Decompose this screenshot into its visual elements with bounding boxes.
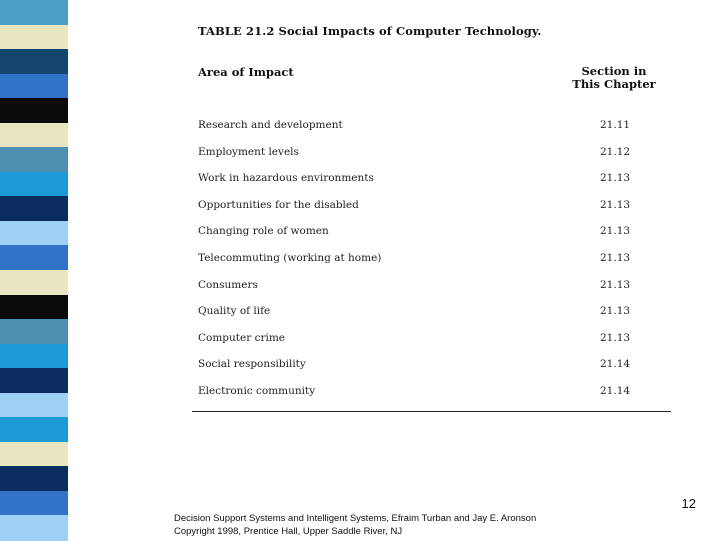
impact-area: Employment levels	[198, 145, 299, 158]
section-number: 21.13	[600, 305, 631, 318]
stripe-band	[0, 172, 68, 198]
table-row	[198, 252, 638, 268]
table-row	[198, 279, 638, 295]
section-number: 21.13	[600, 198, 631, 211]
impact-area: Research and development	[198, 119, 343, 131]
impact-area: Social responsibility	[198, 358, 306, 371]
stripe-band	[0, 368, 68, 394]
section-number: 21.11	[600, 119, 631, 131]
decorative-stripe	[0, 0, 68, 540]
table-row	[198, 199, 638, 215]
table-row	[198, 172, 638, 188]
impact-area: Telecommuting (working at home)	[198, 252, 382, 264]
table-row	[198, 146, 638, 162]
stripe-band	[0, 123, 68, 149]
page-number: 12	[681, 496, 696, 511]
stripe-band	[0, 221, 68, 247]
footer-citation	[174, 512, 536, 538]
section-number: 21.13	[600, 278, 631, 291]
table-bottom-rule	[192, 411, 671, 412]
table-title: TABLE 21.2 Social Impacts of Computer Technology.	[198, 24, 542, 38]
impact-area: Quality of life	[198, 305, 271, 318]
stripe-band	[0, 147, 68, 173]
impact-area: Opportunities for the disabled	[198, 198, 359, 211]
stripe-band	[0, 295, 68, 321]
stripe-band	[0, 442, 68, 468]
stripe-band	[0, 515, 68, 541]
stripe-band	[0, 270, 68, 296]
section-number: 21.14	[600, 358, 631, 371]
section-number: 21.13	[600, 252, 631, 264]
stripe-band	[0, 0, 68, 26]
impact-area: Changing role of women	[198, 225, 329, 238]
stripe-band	[0, 417, 68, 443]
section-number: 21.14	[600, 385, 631, 397]
stripe-band	[0, 491, 68, 517]
stripe-band	[0, 98, 68, 124]
table-row	[198, 358, 638, 374]
impact-area: Consumers	[198, 278, 258, 291]
column-header-section	[570, 65, 658, 91]
column-header-section-line1: Section in	[581, 64, 647, 78]
column-header-area: Area of Impact	[198, 65, 294, 79]
stripe-band	[0, 319, 68, 345]
footer-line-2: Copyright 1998, Prentice Hall, Upper Saddle River, NJ	[174, 526, 403, 537]
stripe-band	[0, 393, 68, 419]
stripe-band	[0, 466, 68, 492]
stripe-band	[0, 245, 68, 271]
impact-area: Electronic community	[198, 385, 316, 397]
stripe-band	[0, 196, 68, 222]
table-row	[198, 119, 638, 135]
section-number: 21.12	[600, 145, 631, 158]
column-header-section-line2: This Chapter	[572, 77, 656, 91]
table-row	[198, 225, 638, 241]
section-number: 21.13	[600, 225, 631, 238]
impact-area: Work in hazardous environments	[198, 172, 374, 185]
impact-area: Computer crime	[198, 331, 286, 344]
section-number: 21.13	[600, 331, 631, 344]
table-row	[198, 332, 638, 348]
section-number: 21.13	[600, 172, 631, 185]
stripe-band	[0, 49, 68, 75]
stripe-band	[0, 25, 68, 51]
stripe-band	[0, 74, 68, 100]
table-row	[198, 385, 638, 401]
footer-line-1: Decision Support Systems and Intelligent Systems, Efraim Turban and Jay E. Aronson	[174, 513, 537, 524]
stripe-band	[0, 344, 68, 370]
table-row	[198, 305, 638, 321]
